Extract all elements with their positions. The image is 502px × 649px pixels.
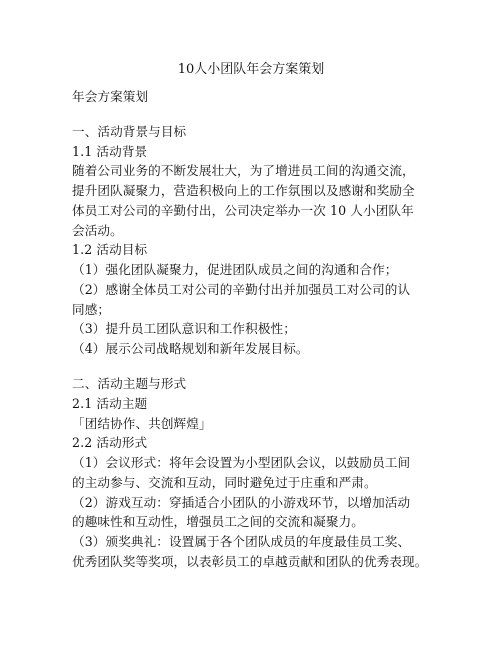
document-title: 10人小团队年会方案策划: [177, 62, 325, 77]
list-item: （3）提升员工团队意识和工作积极性；: [72, 321, 296, 336]
subsection-heading-1-2: 1.2 活动目标: [72, 242, 148, 257]
list-item: （2）游戏互动：穿插适合小团队的小游戏环节，以增加活动: [72, 495, 411, 510]
subsection-heading-2-1: 2.1 活动主题: [72, 396, 148, 411]
list-item-continuation: 同感；: [72, 302, 111, 317]
list-item: （3）颁奖典礼：设置属于各个团队成员的年度最佳员工奖、: [72, 534, 411, 549]
subsection-heading-2-2: 2.2 活动形式: [72, 435, 148, 450]
list-item-continuation: 的主动参与、交流和互动，同时避免过于庄重和严肃。: [72, 475, 377, 490]
list-item: （2）感谢全体员工对公司的辛勤付出并加强员工对公司的认: [72, 282, 411, 297]
list-item-continuation: 的趣味性和互动性，增强员工之间的交流和凝聚力。: [72, 514, 364, 529]
section-heading-2: 二、活动主题与形式: [72, 376, 187, 391]
subsection-heading-1-1: 1.1 活动背景: [72, 144, 148, 159]
list-item: （1）强化团队凝聚力，促进团队成员之间的沟通和合作；: [72, 262, 398, 277]
subtitle: 年会方案策划: [72, 89, 149, 104]
paragraph-line: 会活动。: [72, 223, 123, 238]
paragraph-line: 体员工对公司的辛勤付出，公司决定举办一次 10 人小团队年: [72, 203, 414, 218]
list-item: （4）展示公司战略规划和新年发展目标。: [72, 341, 309, 356]
theme-text: 「团结协作、共创辉煌」: [72, 416, 212, 431]
paragraph-line: 随着公司业务的不断发展壮大，为了增进员工间的沟通交流，: [72, 163, 415, 178]
list-item: （1）会议形式：将年会设置为小型团队会议，以鼓励员工间: [72, 455, 411, 470]
paragraph-line: 提升团队凝聚力，营造积极向上的工作氛围以及感谢和奖励全: [72, 183, 415, 198]
list-item-continuation: 优秀团队奖等奖项，以表彰员工的卓越贡献和团队的优秀表现。: [72, 554, 428, 569]
section-heading-1: 一、活动背景与目标: [72, 124, 187, 139]
